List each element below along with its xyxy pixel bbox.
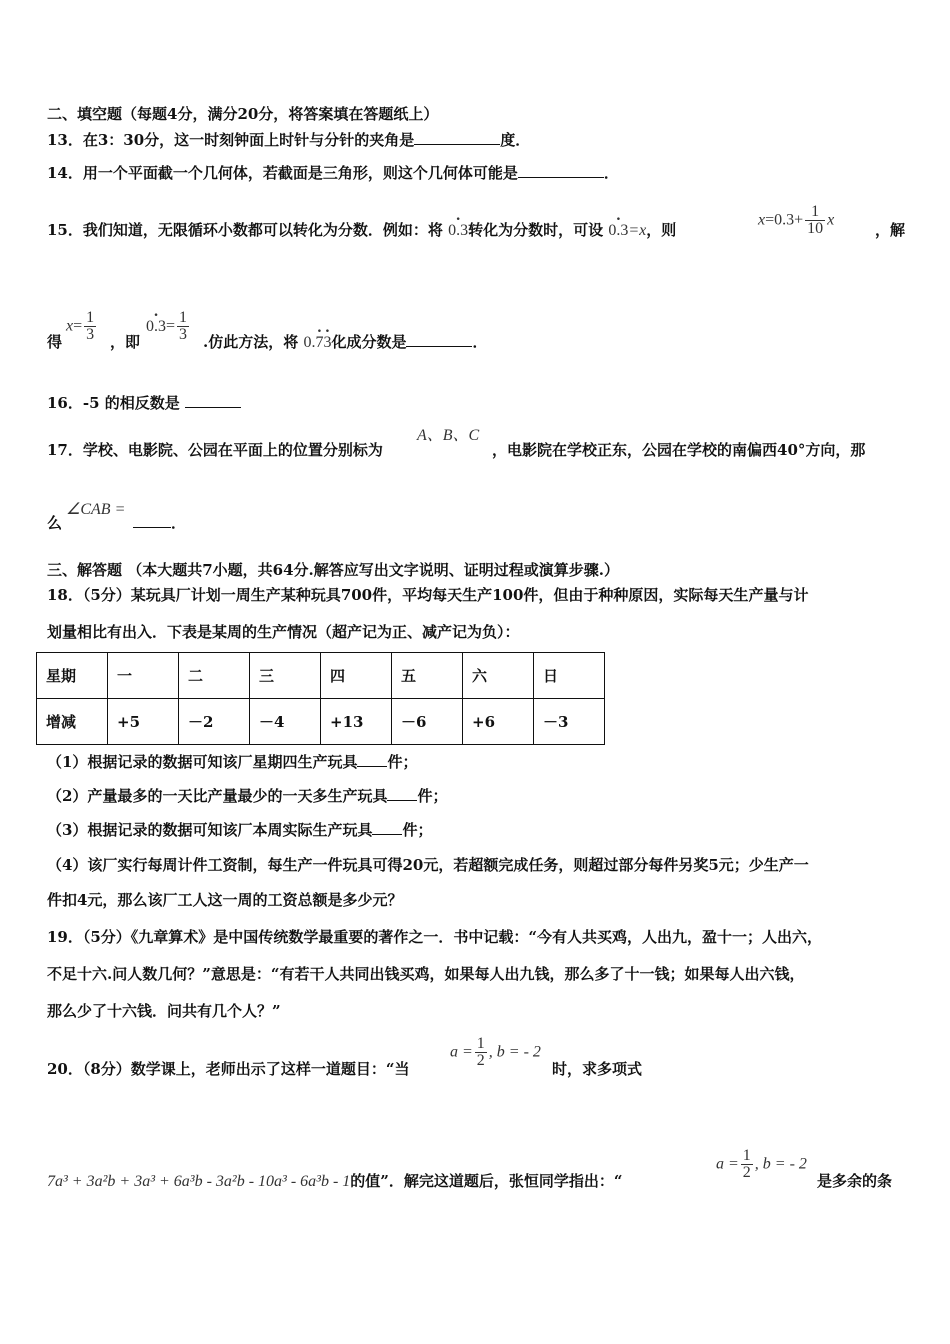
q18-p2-suffix: 件； bbox=[417, 787, 448, 805]
q20-polynomial: 7a³ + 3a²b + 3a³ + 6a³b - 3a²b - 10a³ - 6a³b - 1 bbox=[47, 1173, 351, 1190]
q20-cond-b: , b = - 2 bbox=[488, 1043, 541, 1061]
q15-073-digit-7: 7 · bbox=[315, 334, 323, 351]
q15-equation-3 bbox=[146, 310, 191, 343]
q19-line-2: 不足十六.问人数几何？”意思是：“有若干人共同出钱买鸡，如果每人出九钱，那么多了十一钱；如果每人出六钱， bbox=[47, 965, 805, 983]
q15-fraction-1-3-b bbox=[177, 310, 189, 343]
q20-frac-numerator: 1 bbox=[476, 1035, 485, 1052]
q14-answer-blank[interactable] bbox=[518, 163, 604, 178]
q20-cond2-a: a = bbox=[716, 1155, 739, 1173]
q15-text-1: 我们知道，无限循环小数都可以转化为分数．例如：将 bbox=[82, 221, 443, 239]
q17-math-abc: A、B、C bbox=[417, 427, 480, 444]
q20-text-3: 的值”．解完这道题后，张恒同学指出：“ bbox=[350, 1172, 623, 1190]
table-value-wed: －4 bbox=[250, 699, 321, 745]
section-3-heading: 三、解答题 （本大题共7小题，共64分.解答应写出文字说明、证明过程或演算步骤.） bbox=[47, 561, 619, 579]
q15-number: 15． bbox=[47, 221, 83, 239]
q15-equation-2 bbox=[66, 310, 98, 343]
q15-text-4: ，解 bbox=[875, 221, 906, 239]
production-table bbox=[36, 652, 605, 745]
q17-text-2: ，电影院在学校正东，公园在学校的南偏西40°方向，那 bbox=[492, 441, 866, 459]
q15-text-9: ． bbox=[472, 333, 488, 351]
q17-suffix: ． bbox=[171, 514, 187, 532]
q15-eq3-equals: = bbox=[166, 317, 176, 335]
q13-text: 在3：30分，这一时刻钟面上时针与分针的夹角是 bbox=[82, 131, 415, 149]
q15-frac2-denominator: 3 bbox=[86, 326, 95, 343]
q15-frac3-numerator: 1 bbox=[179, 309, 188, 326]
q15-eq3-repeating: 0.3 · bbox=[146, 318, 166, 335]
q15-text-8: 化成分数是 bbox=[331, 333, 407, 351]
q20-condition-2 bbox=[716, 1148, 807, 1181]
table-cell-thu: 四 bbox=[321, 653, 392, 699]
q15-repeating-decimal: 0.3 · bbox=[448, 222, 468, 239]
table-cell-wed: 三 bbox=[250, 653, 321, 699]
q18-part-3 bbox=[47, 820, 432, 840]
table-header-weekday: 星期 bbox=[37, 653, 108, 699]
q20-frac2-numerator: 1 bbox=[742, 1147, 751, 1164]
q15-answer-blank[interactable] bbox=[406, 332, 472, 347]
q15-fraction-1-3 bbox=[84, 310, 96, 343]
q15-eq2-x: x bbox=[66, 317, 74, 335]
table-row-change bbox=[37, 699, 605, 745]
q20-fraction-half bbox=[475, 1036, 487, 1069]
q19-line-3: 那么少了十六钱．问共有几个人？” bbox=[47, 1002, 281, 1020]
table-row-weekday bbox=[37, 653, 605, 699]
q15-eq1-rhs: =0.3+ bbox=[765, 211, 804, 229]
q16-number: 16． bbox=[47, 394, 83, 412]
q14-number: 14． bbox=[47, 164, 83, 182]
q20-cond2-b: , b = - 2 bbox=[754, 1155, 807, 1173]
question-16 bbox=[47, 393, 241, 413]
q15-073-digit-3: 3 · bbox=[323, 334, 331, 351]
q13-answer-blank[interactable] bbox=[414, 130, 500, 145]
q15-equation-1 bbox=[758, 204, 834, 237]
q15-text-6: ，即 bbox=[110, 333, 141, 351]
table-cell-fri: 五 bbox=[392, 653, 463, 699]
q18-p1-text: （1）根据记录的数据可知该厂星期四生产玩具 bbox=[47, 753, 358, 771]
q20-frac2-denominator: 2 bbox=[742, 1164, 751, 1181]
q20-fraction-half-2 bbox=[741, 1148, 753, 1181]
table-value-sun: －3 bbox=[534, 699, 605, 745]
q15-fraction-1-10 bbox=[805, 204, 825, 237]
q15-eq-x: =x bbox=[628, 222, 647, 239]
question-13 bbox=[47, 130, 530, 150]
q20-text-1: 20．（8分）数学课上，老师出示了这样一道题目：“当 bbox=[47, 1060, 410, 1078]
q20-frac-denominator: 2 bbox=[476, 1052, 485, 1069]
q17-text-1: 学校、电影院、公园在平面上的位置分别标为 bbox=[82, 441, 383, 459]
table-cell-sun: 日 bbox=[534, 653, 605, 699]
section-2-heading: 二、填空题（每题4分，满分20分，将答案填在答题纸上） bbox=[47, 105, 439, 123]
q20-line-2 bbox=[47, 1171, 623, 1192]
q18-p2-text: （2）产量最多的一天比产量最少的一天多生产玩具 bbox=[47, 787, 388, 805]
q17-answer-blank[interactable] bbox=[133, 513, 171, 528]
q14-suffix: ． bbox=[603, 164, 619, 182]
q18-p3-text: （3）根据记录的数据可知该厂本周实际生产玩具 bbox=[47, 821, 373, 839]
q16-text: -5 的相反数是 bbox=[82, 394, 180, 412]
table-value-fri: －6 bbox=[392, 699, 463, 745]
q18-part-1 bbox=[47, 752, 417, 772]
q18-p3-blank[interactable] bbox=[372, 820, 402, 835]
q15-eq1-x2: x bbox=[827, 211, 835, 229]
q13-suffix: 度． bbox=[500, 131, 531, 149]
q18-p3-suffix: 件； bbox=[402, 821, 433, 839]
q20-text-4: 是多余的条 bbox=[817, 1172, 893, 1190]
q15-frac-numerator: 1 bbox=[805, 204, 825, 221]
q15-math-0-73-repeating bbox=[303, 334, 331, 351]
q14-text: 用一个平面截一个几何体，若截面是三角形，则这个几何体可能是 bbox=[82, 164, 518, 182]
q18-p1-suffix: 件； bbox=[387, 753, 418, 771]
table-value-tue: －2 bbox=[179, 699, 250, 745]
table-value-sat: +6 bbox=[463, 699, 534, 745]
q15-repeating-decimal-2: 0.3 · bbox=[608, 222, 628, 239]
table-cell-mon: 一 bbox=[108, 653, 179, 699]
q15-frac-denominator: 10 bbox=[807, 220, 824, 237]
q18-line-2: 划量相比有出入．下表是某周的生产情况（超产记为正、减产记为负）： bbox=[47, 623, 520, 641]
q20-cond-a: a = bbox=[450, 1043, 473, 1061]
q15-text-5: 得 bbox=[47, 333, 63, 351]
q15-073-int: 0. bbox=[303, 334, 316, 351]
q13-number: 13． bbox=[47, 131, 83, 149]
q15-eq1-x: x bbox=[758, 211, 766, 229]
q20-text-2: 时，求多项式 bbox=[552, 1060, 643, 1078]
q15-text-7: .仿此方法，将 bbox=[203, 333, 299, 351]
q15-math-set-x bbox=[608, 222, 646, 239]
q15-text-2: 转化为分数时，可设 bbox=[468, 221, 604, 239]
q15-line-2-tail bbox=[203, 332, 488, 353]
table-value-thu: +13 bbox=[321, 699, 392, 745]
table-header-change: 增减 bbox=[37, 699, 108, 745]
q15-text-3: ，则 bbox=[646, 221, 677, 239]
q20-condition-1 bbox=[450, 1036, 541, 1069]
q15-frac3-denominator: 3 bbox=[179, 326, 188, 343]
q15-frac2-numerator: 1 bbox=[86, 309, 95, 326]
q17-math-angle: ∠CAB = bbox=[66, 501, 126, 518]
q18-part-4-line-1: （4）该厂实行每周计件工资制，每生产一件玩具可得20元，若超额完成任务，则超过部分每件另奖5元；少生产一 bbox=[47, 856, 809, 874]
question-15-line-1 bbox=[47, 220, 676, 241]
q18-part-2 bbox=[47, 786, 447, 806]
question-17-line-1 bbox=[47, 440, 383, 460]
q18-p2-blank[interactable] bbox=[387, 786, 417, 801]
q15-math-0-3-repeating bbox=[448, 222, 468, 239]
table-value-mon: +5 bbox=[108, 699, 179, 745]
q18-part-4-line-2: 件扣4元，那么该厂工人这一周的工资总额是多少元？ bbox=[47, 891, 403, 909]
question-14 bbox=[47, 163, 619, 183]
q16-answer-blank[interactable] bbox=[185, 393, 241, 408]
q19-line-1: 19．（5分）《九章算术》是中国传统数学最重要的著作之一．书中记载：“今有人共买鸡，人出九，盈十一；人出六， bbox=[47, 928, 822, 946]
table-cell-sat: 六 bbox=[463, 653, 534, 699]
q17-number: 17． bbox=[47, 441, 83, 459]
table-cell-tue: 二 bbox=[179, 653, 250, 699]
q17-answer-line bbox=[133, 513, 186, 533]
q18-p1-blank[interactable] bbox=[357, 752, 387, 767]
q15-eq2-equals: = bbox=[73, 317, 83, 335]
q18-line-1: 18．（5分）某玩具厂计划一周生产某种玩具700件，平均每天生产100件，但由于种种原因，实际每天生产量与计 bbox=[47, 586, 809, 604]
q17-text-3: 么 bbox=[47, 514, 63, 532]
